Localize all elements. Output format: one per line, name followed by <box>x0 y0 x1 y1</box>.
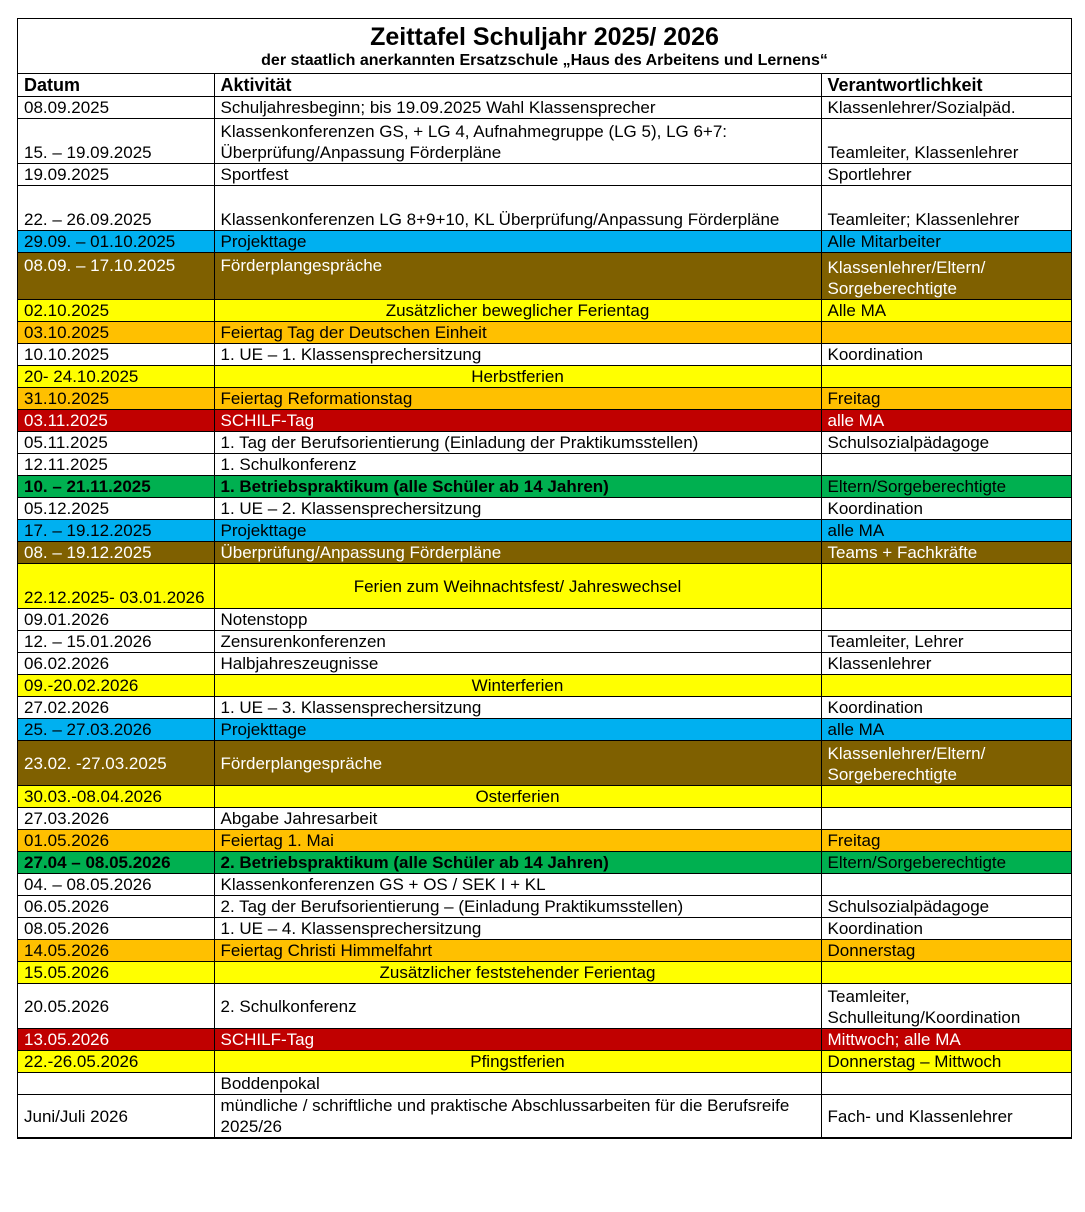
row-responsibility: Klassenlehrer <box>821 653 1072 675</box>
table-row <box>18 432 1072 454</box>
table-row <box>18 498 1072 520</box>
table-row <box>18 186 1072 231</box>
table-row <box>18 962 1072 984</box>
row-activity: Feiertag 1. Mai <box>214 830 821 852</box>
row-date: 14.05.2026 <box>18 940 214 962</box>
row-activity: Zusätzlicher feststehender Ferientag <box>214 962 821 984</box>
table-row <box>18 852 1072 874</box>
row-date: 09.01.2026 <box>18 609 214 631</box>
table-row <box>18 1029 1072 1051</box>
row-responsibility: Freitag <box>821 830 1072 852</box>
row-activity: Klassenkonferenzen GS + OS / SEK I + KL <box>214 874 821 896</box>
row-activity: Klassenkonferenzen LG 8+9+10, KL Überprüfung/Anpassung Förderpläne <box>214 186 821 231</box>
row-responsibility <box>821 609 1072 631</box>
table-row <box>18 253 1072 300</box>
row-date: 06.05.2026 <box>18 896 214 918</box>
row-activity: 1. UE – 2. Klassensprechersitzung <box>214 498 821 520</box>
row-activity: Schuljahresbeginn; bis 19.09.2025 Wahl Klassensprecher <box>214 97 821 119</box>
row-responsibility <box>821 874 1072 896</box>
row-activity: 2. Tag der Berufsorientierung – (Einladung Praktikumsstellen) <box>214 896 821 918</box>
row-responsibility: Alle Mitarbeiter <box>821 231 1072 253</box>
row-activity: Notenstopp <box>214 609 821 631</box>
row-activity: Projekttage <box>214 520 821 542</box>
table-row <box>18 786 1072 808</box>
table-row <box>18 542 1072 564</box>
row-responsibility <box>821 808 1072 830</box>
row-activity: Projekttage <box>214 231 821 253</box>
table-row <box>18 97 1072 119</box>
row-date: 04. – 08.05.2026 <box>18 874 214 896</box>
row-responsibility: Koordination <box>821 498 1072 520</box>
row-responsibility <box>821 322 1072 344</box>
table-row <box>18 675 1072 697</box>
row-responsibility: Koordination <box>821 344 1072 366</box>
row-responsibility: Eltern/Sorgeberechtigte <box>821 852 1072 874</box>
row-activity: 1. Schulkonferenz <box>214 454 821 476</box>
table-row <box>18 300 1072 322</box>
row-activity: SCHILF-Tag <box>214 410 821 432</box>
row-date: 30.03.-08.04.2026 <box>18 786 214 808</box>
row-date: 22. – 26.09.2025 <box>18 186 214 231</box>
row-date: 15.05.2026 <box>18 962 214 984</box>
row-responsibility: Mittwoch; alle MA <box>821 1029 1072 1051</box>
row-responsibility <box>821 1073 1072 1095</box>
row-date: 10.10.2025 <box>18 344 214 366</box>
row-activity: Überprüfung/Anpassung Förderpläne <box>214 542 821 564</box>
table-row <box>18 410 1072 432</box>
table-row <box>18 1073 1072 1095</box>
row-responsibility: Donnerstag – Mittwoch <box>821 1051 1072 1073</box>
row-responsibility <box>821 564 1072 609</box>
row-responsibility: Schulsozialpädagoge <box>821 896 1072 918</box>
row-responsibility: Fach- und Klassenlehrer <box>821 1095 1072 1138</box>
row-activity: Osterferien <box>214 786 821 808</box>
row-date: 15. – 19.09.2025 <box>18 119 214 164</box>
schedule-table <box>18 74 1072 1138</box>
row-activity: 2. Betriebspraktikum (alle Schüler ab 14 Jahren) <box>214 852 821 874</box>
row-activity: Projekttage <box>214 719 821 741</box>
row-date: 27.04 – 08.05.2026 <box>18 852 214 874</box>
table-row <box>18 164 1072 186</box>
row-activity: Boddenpokal <box>214 1073 821 1095</box>
row-responsibility: Klassenlehrer/Eltern/ Sorgeberechtigte <box>821 741 1072 786</box>
row-activity: 1. UE – 1. Klassensprechersitzung <box>214 344 821 366</box>
table-row <box>18 322 1072 344</box>
row-date: 09.-20.02.2026 <box>18 675 214 697</box>
row-responsibility <box>821 366 1072 388</box>
row-responsibility: Koordination <box>821 697 1072 719</box>
row-date: 27.02.2026 <box>18 697 214 719</box>
table-header-row <box>18 74 1072 97</box>
row-date <box>18 1073 214 1095</box>
row-date: 31.10.2025 <box>18 388 214 410</box>
table-row <box>18 653 1072 675</box>
row-activity: Halbjahreszeugnisse <box>214 653 821 675</box>
column-header-responsibility: Verantwortlichkeit <box>821 74 1072 97</box>
row-responsibility: Teamleiter, Schulleitung/Koordination <box>821 984 1072 1029</box>
document-subtitle: der staatlich anerkannten Ersatzschule „Haus des Arbeitens und Lernens“ <box>261 52 828 69</box>
row-date: 19.09.2025 <box>18 164 214 186</box>
row-responsibility: Teamleiter, Lehrer <box>821 631 1072 653</box>
table-row <box>18 874 1072 896</box>
row-date: 12. – 15.01.2026 <box>18 631 214 653</box>
row-activity: Ferien zum Weihnachtsfest/ Jahreswechsel <box>214 564 821 609</box>
row-activity: 1. UE – 4. Klassensprechersitzung <box>214 918 821 940</box>
row-responsibility: Eltern/Sorgeberechtigte <box>821 476 1072 498</box>
row-activity: Feiertag Tag der Deutschen Einheit <box>214 322 821 344</box>
table-row <box>18 119 1072 164</box>
row-date: 22.12.2025- 03.01.2026 <box>18 564 214 609</box>
table-row <box>18 454 1072 476</box>
table-row <box>18 896 1072 918</box>
row-responsibility: Klassenlehrer/Eltern/ Sorgeberechtigte <box>821 253 1072 300</box>
row-date: 10. – 21.11.2025 <box>18 476 214 498</box>
row-date: 08.05.2026 <box>18 918 214 940</box>
row-responsibility: Freitag <box>821 388 1072 410</box>
table-row <box>18 808 1072 830</box>
row-date: 08. – 19.12.2025 <box>18 542 214 564</box>
row-activity: 2. Schulkonferenz <box>214 984 821 1029</box>
table-row <box>18 631 1072 653</box>
row-activity: 1. UE – 3. Klassensprechersitzung <box>214 697 821 719</box>
row-responsibility <box>821 962 1072 984</box>
row-activity: Klassenkonferenzen GS, + LG 4, Aufnahmegruppe (LG 5), LG 6+7: Überprüfung/Anpassung Förderpläne <box>214 119 821 164</box>
row-date: Juni/Juli 2026 <box>18 1095 214 1138</box>
row-responsibility: Donnerstag <box>821 940 1072 962</box>
row-date: 02.10.2025 <box>18 300 214 322</box>
row-date: 27.03.2026 <box>18 808 214 830</box>
row-activity: 1. Tag der Berufsorientierung (Einladung der Praktikumsstellen) <box>214 432 821 454</box>
table-row <box>18 231 1072 253</box>
table-row <box>18 1051 1072 1073</box>
row-date: 22.-26.05.2026 <box>18 1051 214 1073</box>
row-activity: 1. Betriebspraktikum (alle Schüler ab 14 Jahren) <box>214 476 821 498</box>
table-row <box>18 830 1072 852</box>
table-row <box>18 344 1072 366</box>
row-activity: Feiertag Reformationstag <box>214 388 821 410</box>
table-row <box>18 476 1072 498</box>
row-activity: Feiertag Christi Himmelfahrt <box>214 940 821 962</box>
row-date: 23.02. -27.03.2025 <box>18 741 214 786</box>
row-date: 29.09. – 01.10.2025 <box>18 231 214 253</box>
row-activity: mündliche / schriftliche und praktische Abschlussarbeiten für die Berufsreife 2025/26 <box>214 1095 821 1138</box>
table-row <box>18 1095 1072 1138</box>
row-activity: Winterferien <box>214 675 821 697</box>
row-date: 20- 24.10.2025 <box>18 366 214 388</box>
row-date: 01.05.2026 <box>18 830 214 852</box>
row-responsibility: alle MA <box>821 520 1072 542</box>
table-row <box>18 520 1072 542</box>
table-row <box>18 918 1072 940</box>
row-responsibility: Teamleiter; Klassenlehrer <box>821 186 1072 231</box>
row-responsibility: Teams + Fachkräfte <box>821 542 1072 564</box>
row-activity: Förderplangespräche <box>214 253 821 300</box>
row-activity: Zusätzlicher beweglicher Ferientag <box>214 300 821 322</box>
row-date: 17. – 19.12.2025 <box>18 520 214 542</box>
row-date: 13.05.2026 <box>18 1029 214 1051</box>
row-responsibility: Teamleiter, Klassenlehrer <box>821 119 1072 164</box>
row-responsibility: Klassenlehrer/Sozialpäd. <box>821 97 1072 119</box>
row-activity: Förderplangespräche <box>214 741 821 786</box>
row-date: 05.12.2025 <box>18 498 214 520</box>
table-row <box>18 741 1072 786</box>
row-activity: Pfingstferien <box>214 1051 821 1073</box>
table-row <box>18 984 1072 1029</box>
row-date: 03.10.2025 <box>18 322 214 344</box>
row-date: 12.11.2025 <box>18 454 214 476</box>
table-row <box>18 366 1072 388</box>
table-row <box>18 388 1072 410</box>
table-row <box>18 697 1072 719</box>
row-responsibility: alle MA <box>821 719 1072 741</box>
row-responsibility: Koordination <box>821 918 1072 940</box>
title-block <box>18 19 1071 74</box>
table-row <box>18 940 1072 962</box>
row-date: 03.11.2025 <box>18 410 214 432</box>
schedule-document <box>17 18 1072 1139</box>
row-date: 06.02.2026 <box>18 653 214 675</box>
table-row <box>18 719 1072 741</box>
row-responsibility <box>821 454 1072 476</box>
row-activity: Herbstferien <box>214 366 821 388</box>
row-responsibility: Sportlehrer <box>821 164 1072 186</box>
row-responsibility: Alle MA <box>821 300 1072 322</box>
table-row <box>18 609 1072 631</box>
row-date: 25. – 27.03.2026 <box>18 719 214 741</box>
document-title: Zeittafel Schuljahr 2025/ 2026 <box>370 23 719 51</box>
table-row <box>18 564 1072 609</box>
column-header-date: Datum <box>18 74 214 97</box>
row-responsibility <box>821 675 1072 697</box>
row-responsibility: alle MA <box>821 410 1072 432</box>
row-date: 08.09. – 17.10.2025 <box>18 253 214 300</box>
row-activity: Zensurenkonferenzen <box>214 631 821 653</box>
row-date: 20.05.2026 <box>18 984 214 1029</box>
row-responsibility <box>821 786 1072 808</box>
row-activity: Abgabe Jahresarbeit <box>214 808 821 830</box>
row-activity: SCHILF-Tag <box>214 1029 821 1051</box>
row-date: 08.09.2025 <box>18 97 214 119</box>
column-header-activity: Aktivität <box>214 74 821 97</box>
row-responsibility: Schulsozialpädagoge <box>821 432 1072 454</box>
row-date: 05.11.2025 <box>18 432 214 454</box>
row-activity: Sportfest <box>214 164 821 186</box>
